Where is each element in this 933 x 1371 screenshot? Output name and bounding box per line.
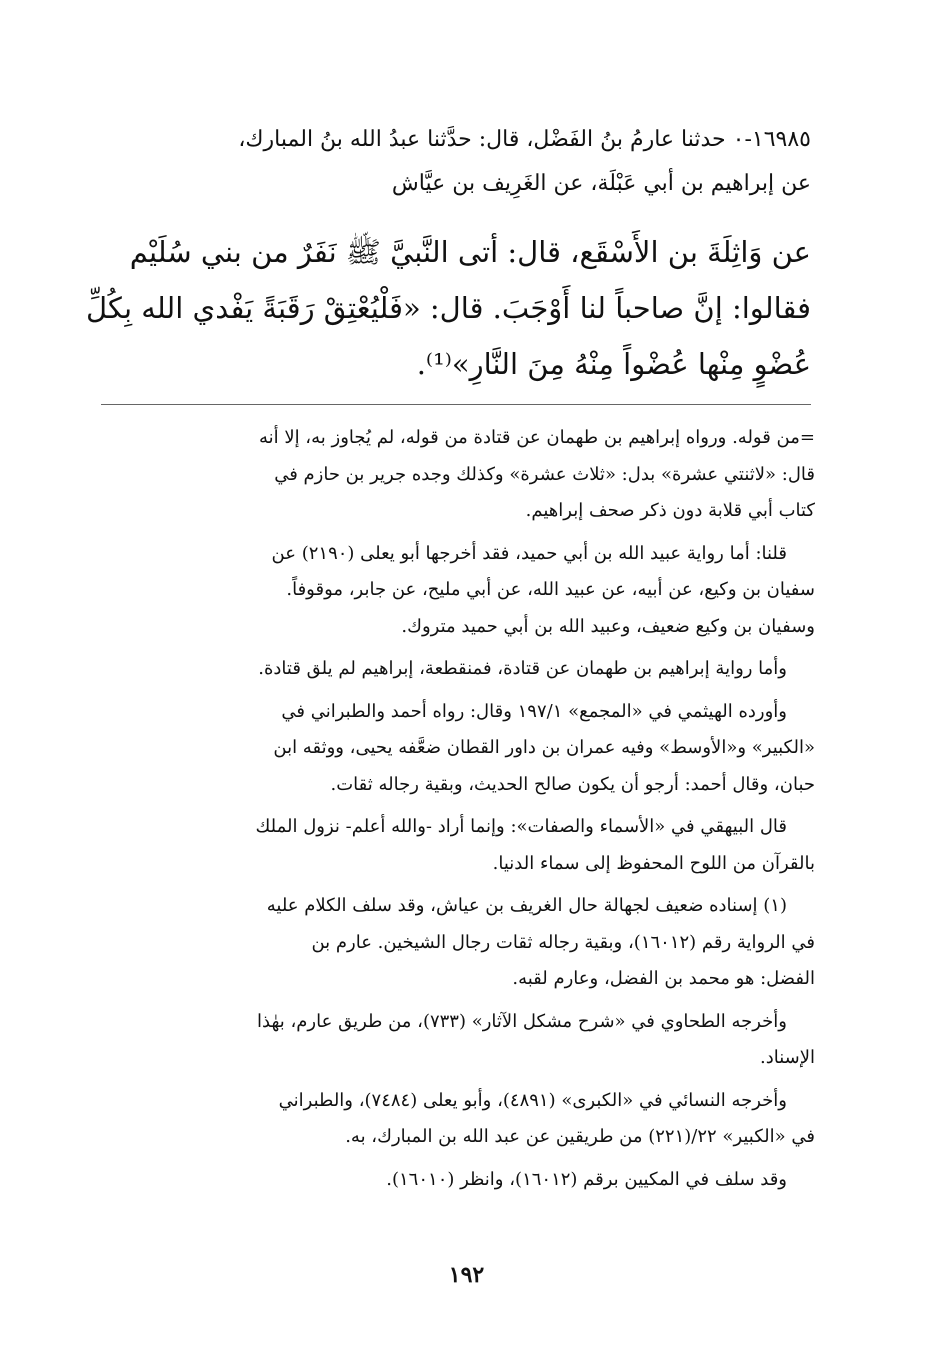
footnote-paragraph <box>110 1004 815 1077</box>
matn-line: عُضْوٍ مِنْها عُضْواً مِنْهُ مِنَ النَّارِ»⁽¹⁾. <box>416 347 811 381</box>
footnote-line: بالقرآن من اللوح المحفوظ إلى سماء الدنيا. <box>492 852 815 874</box>
footnote-paragraph <box>110 888 815 998</box>
footnote-line: الفضل: هو محمد بن الفضل، وعارم لقبه. <box>512 968 815 989</box>
footnote-line: وأما رواية إبراهيم بن طهمان عن قتادة، فمنقطعة، إبراهيم لم يلق قتادة. <box>258 658 787 679</box>
footnote-line: كتاب أبي قلابة دون ذكر صحف إبراهيم. <box>525 500 815 521</box>
footnote-divider <box>101 404 811 405</box>
hadith-sanad <box>111 118 811 206</box>
matn-line: فقالوا: إنَّ صاحباً لنا أَوْجَبَ. قال: «فَلْيُعْتِقْ رَقَبَةً يَفْدي الله بِكُلِّ <box>86 291 811 325</box>
footnote-line: قال: «لاثنتي عشرة» بدل: «ثلاث عشرة» وكذلك وجده جرير بن حازم في <box>274 463 815 485</box>
footnote-paragraph <box>110 1162 815 1199</box>
matn-line: عن وَاثِلَةَ بن الأَسْقَع، قال: أتى النَّبيَّ ﷺ نَفَرٌ من بني سُلَيْم <box>129 235 811 269</box>
page-number: ١٩٢ <box>448 1262 485 1288</box>
sanad-line: ١٦٩٨٥-٠ حدثنا عارمُ بنُ الفَضْل، قال: حدَّثنا عبدُ الله بنُ المبارك، <box>238 127 811 152</box>
footnote-line: «الكبير» و«الأوسط» وفيه عمران بن داور القطان ضعَّفه يحيى، ووثقه ابن <box>273 737 815 758</box>
footnote-line: =من قوله. ورواه إبراهيم بن طهمان عن قتادة من قوله، لم يُجاوز به، إلا أنه <box>258 427 815 448</box>
footnote-line: (١) إسناده ضعيف لجهالة حال الغريف بن عياش، وقد سلف الكلام عليه <box>266 895 787 916</box>
footnote-line: وسفيان بن وكيع ضعيف، وعبيد الله بن أبي حميد متروك. <box>401 615 815 637</box>
footnote-paragraph <box>110 420 815 530</box>
footnote-line: وقد سلف في المكيين برقم (١٦٠١٢)، وانظر (١٦٠١٠). <box>386 1168 787 1190</box>
footnote-paragraph <box>110 536 815 646</box>
footnote-line: سفيان بن وكيع، عن أبيه، عن عبيد الله، عن أبي مليح، عن جابر، موقوفاً. <box>286 579 815 600</box>
footnote-line: وأورده الهيثمي في «المجمع» ١٩٧/١ وقال: رواه أحمد والطبراني في <box>281 700 787 722</box>
footnote-line: وأخرجه النسائي في «الكبرى» (٤٨٩١)، وأبو يعلى (٧٤٨٤)، والطبراني <box>278 1089 787 1111</box>
sanad-line: عن إبراهيم بن أبي عَبْلَة، عن الغَرِيف بن عيَّاش <box>391 171 811 196</box>
footnote-line: وأخرجه الطحاوي في «شرح مشكل الآثار» (٧٣٣)، من طريق عارم، بهٰذا <box>257 1010 787 1032</box>
footnote-line: قلنا: أما رواية عبيد الله بن أبي حميد، فقد أخرجها أبو يعلى (٢١٩٠) عن <box>271 542 787 564</box>
footnote-paragraph <box>110 694 815 804</box>
hadith-matn <box>86 224 811 392</box>
footnote-paragraph <box>110 1083 815 1156</box>
footnote-paragraph <box>110 809 815 882</box>
footnote-line: الإسناد. <box>759 1047 815 1068</box>
footnote-line: قال البيهقي في «الأسماء والصفات»: وإنما أراد -والله أعلم- نزول الملك <box>255 816 787 837</box>
footnotes <box>110 420 815 1204</box>
footnote-line: في «الكبير» ٢٢/(٢٢١) من طريقين عن عبد الله بن المبارك، به. <box>345 1126 815 1147</box>
footnote-paragraph <box>110 651 815 688</box>
footnote-line: حبان، وقال أحمد: أرجو أن يكون صالح الحديث، وبقية رجاله ثقات. <box>330 773 815 795</box>
footnote-line: في الرواية رقم (١٦٠١٢)، وبقية رجاله ثقات رجال الشيخين. عارم بن <box>311 931 815 953</box>
